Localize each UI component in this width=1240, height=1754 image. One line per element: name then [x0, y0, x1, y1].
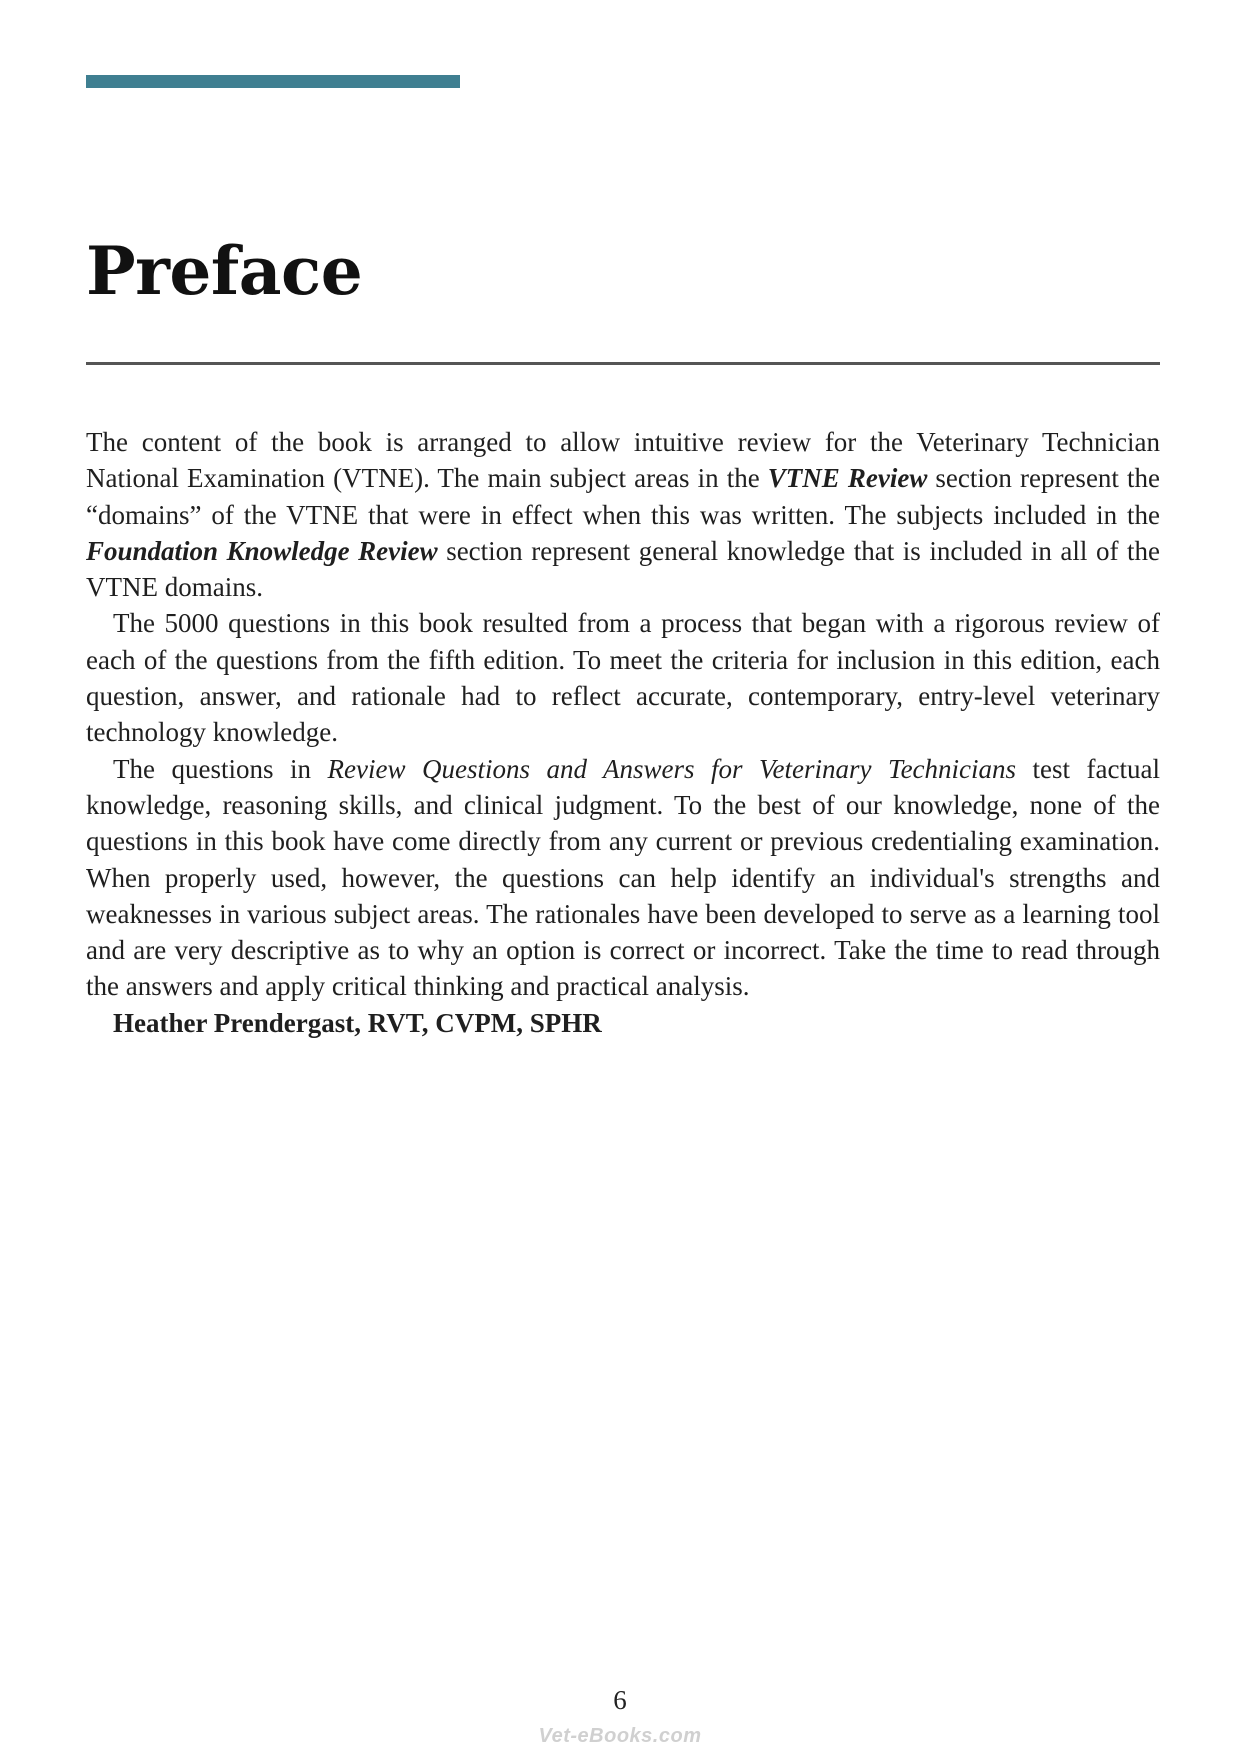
accent-bar [86, 75, 460, 88]
section-name-foundation-knowledge-review: Foundation Knowledge Review [86, 535, 438, 566]
preface-body [86, 424, 1160, 1041]
page-title: Preface [86, 232, 363, 310]
title-divider [86, 362, 1160, 365]
text-run: The content of the book is arranged to allow intuitive review for the Veterinary Technician National Examination (VTNE). The main subject areas in the [86, 427, 1160, 494]
text-run: section represent general knowledge that is included in all of the VTNE domains. [86, 535, 1160, 603]
text-run: The 5000 questions in this book resulted from a process that began with a rigorous review of each of the questions from the fifth edition. To meet the criteria for inclusion in this edition, each question, answer, and rationale had to reflect accurate, contemporary, entry-level veterinary technology knowledge. [86, 608, 1160, 748]
paragraph-1 [86, 424, 1160, 605]
page-number: 6 [613, 1685, 627, 1715]
text-run: test factual knowledge, reasoning skills, and clinical judgment. To the best of our knowledge, none of the questions in this book have come directly from any current or previous credentialing examination. When properly used, however, the questions can help identify an individual's strengths and weaknesses in various subject areas. The rationales have been developed to serve as a learning tool and are very descriptive as to why an option is correct or incorrect. Take the time to read through the answers and apply critical thinking and practical analysis. [86, 753, 1160, 1002]
watermark-logo: Vet-eBooks.com [538, 1725, 702, 1747]
text-run: The questions in [113, 753, 328, 784]
author-signature: Heather Prendergast, RVT, CVPM, SPHR [113, 1007, 602, 1038]
paragraph-2 [86, 605, 1160, 750]
paragraph-3 [86, 751, 1160, 1005]
text-run: section represent the “domains” of the VTNE that were in effect when this was written. The subjects included in the [86, 463, 1160, 530]
book-title: Review Questions and Answers for Veterinary Technicians [327, 753, 1017, 784]
section-name-vtne-review: VTNE Review [767, 463, 928, 494]
